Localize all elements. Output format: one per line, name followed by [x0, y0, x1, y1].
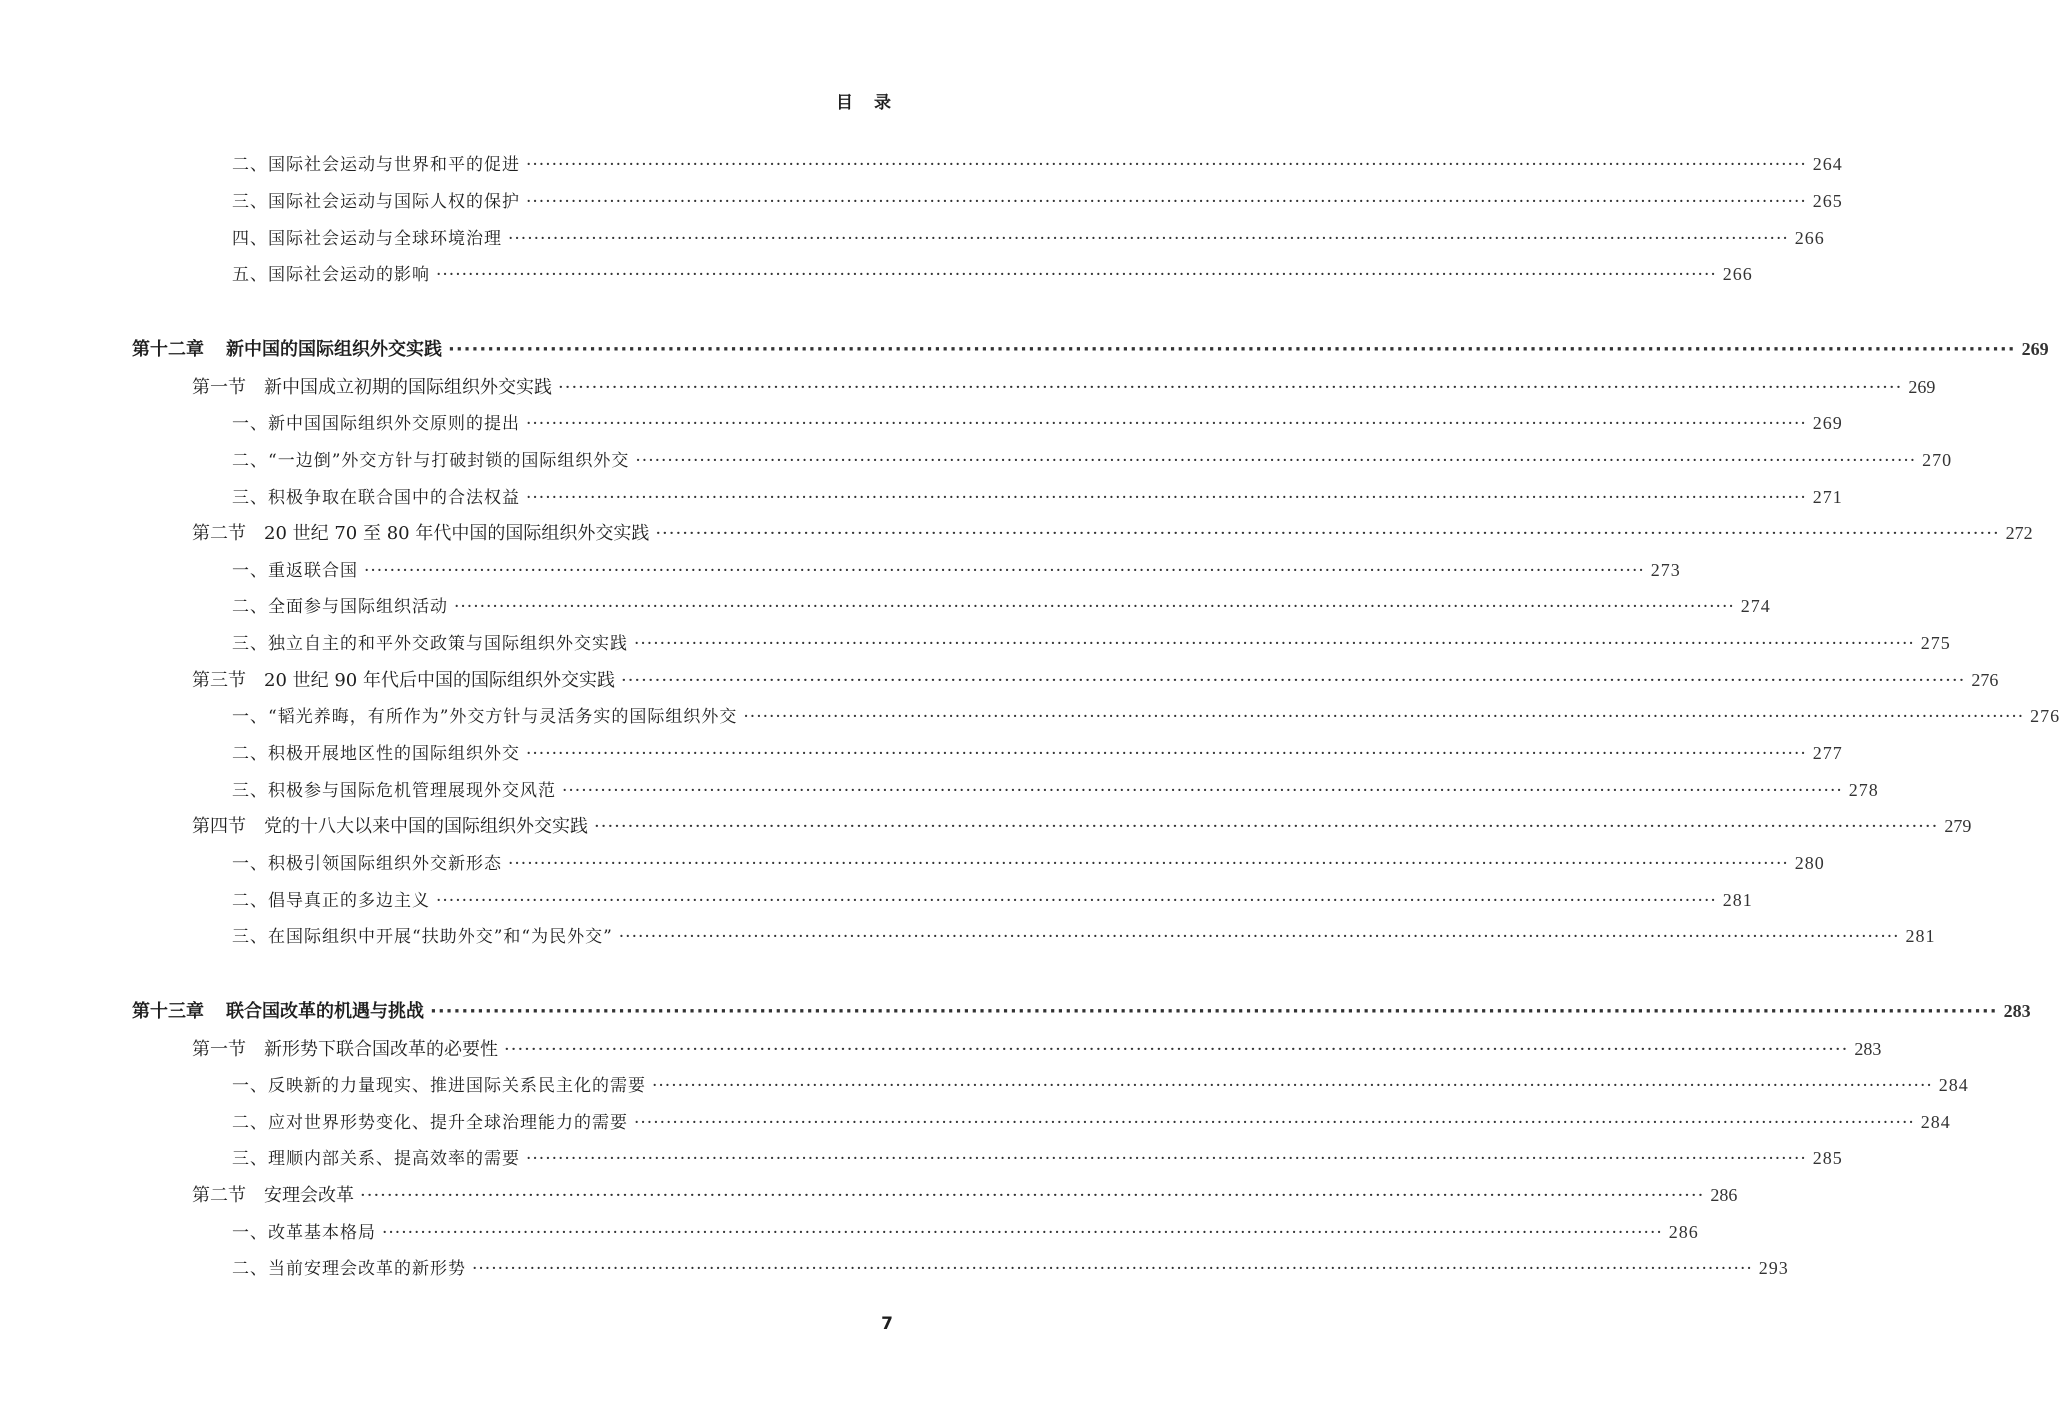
toc-section-row	[192, 811, 1972, 841]
toc-item-row	[232, 1253, 1789, 1283]
toc-entry-page: 272	[2005, 523, 2033, 543]
toc-entry-title	[232, 1071, 646, 1101]
toc-entry-text: 20 世纪 70 至 80 年代中国的国际组织外交实践	[264, 523, 650, 544]
toc-entry-number: 第一节	[192, 377, 246, 398]
toc-leader-dots: ········································································································································································································	[526, 155, 1807, 175]
toc-leader-dots: ········································································································································································································	[454, 597, 1735, 617]
toc-entry-title	[232, 1144, 520, 1174]
toc-leader-dots: ········································································································································································································	[618, 927, 1900, 947]
toc-entry-text: 二、当前安理会改革的新形势	[232, 1259, 466, 1279]
toc-entry-title	[232, 849, 502, 879]
toc-item-row	[232, 149, 1843, 179]
toc-section-row	[192, 518, 2033, 548]
toc-entry-page: 270	[1922, 450, 1953, 470]
toc-entry-page: 266	[1722, 264, 1753, 284]
toc-entry-page: 283	[1854, 1039, 1882, 1059]
toc-entry-number: 第一节	[192, 1039, 246, 1060]
toc-entry-page: 274	[1740, 596, 1771, 616]
toc-entry-page: 276	[1971, 670, 1999, 690]
toc-entry-text: 二、积极开展地区性的国际组织外交	[232, 744, 520, 764]
toc-entry-title	[232, 702, 737, 732]
toc-item-row	[232, 1217, 1699, 1247]
toc-entry-page: 281	[1905, 926, 1936, 946]
toc-leader-dots: ········································································································································································································	[526, 414, 1807, 434]
toc-entry-number: 第二节	[192, 523, 246, 544]
toc-leader-dots: ········································································································································································································	[364, 561, 1645, 581]
toc-leader-dots: ········································································································································································································	[430, 1001, 1998, 1022]
toc-item-row	[232, 223, 1825, 253]
toc-chapter-row	[132, 996, 2031, 1026]
toc-leader-dots: ········································································································································································································	[655, 523, 2000, 544]
toc-entry-page: 266	[1794, 228, 1825, 248]
toc-leader-dots: ········································································································································································································	[436, 265, 1717, 285]
toc-entry-number: 第十三章	[132, 1001, 204, 1022]
toc-entry-text: 一、重返联合国	[232, 561, 358, 581]
toc-section-row	[192, 1180, 1738, 1210]
toc-item-row	[232, 848, 1825, 878]
toc-entry-page: 277	[1812, 743, 1843, 763]
toc-entry-text: 三、独立自主的和平外交政策与国际组织外交实践	[232, 634, 628, 654]
toc-leader-dots: ········································································································································································································	[635, 451, 1917, 471]
toc-leader-dots: ········································································································································································································	[594, 816, 1939, 837]
toc-leader-dots: ········································································································································································································	[360, 1185, 1705, 1206]
toc-entry-text: 安理会改革	[264, 1185, 354, 1206]
toc-entry-number: 第十二章	[132, 339, 204, 360]
toc-section-row	[192, 372, 1936, 402]
toc-entry-page: 280	[1794, 853, 1825, 873]
toc-entry-page: 285	[1812, 1148, 1843, 1168]
toc-entry-page: 269	[2021, 339, 2049, 359]
toc-entry-page: 278	[1848, 780, 1879, 800]
toc-entry-title	[232, 886, 430, 916]
toc-entry-title	[192, 373, 552, 403]
toc-entry-text: 一、“韬光养晦，有所作为”外交方针与灵活务实的国际组织外交	[232, 707, 738, 727]
toc-entry-text: 20 世纪 90 年代后中国的国际组织外交实践	[264, 670, 615, 691]
toc-item-row	[232, 259, 1753, 289]
toc-entry-text: 五、国际社会运动的影响	[232, 265, 430, 285]
toc-item-row	[232, 445, 1953, 475]
toc-entry-number: 第四节	[192, 816, 246, 837]
toc-leader-dots: ········································································································································································································	[436, 891, 1717, 911]
toc-entry-title	[232, 922, 613, 952]
toc-entry-text: 三、理顺内部关系、提高效率的需要	[232, 1149, 520, 1169]
toc-leader-dots: ········································································································································································································	[526, 192, 1807, 212]
toc-entry-title	[132, 997, 424, 1027]
toc-entry-text: 新中国成立初期的国际组织外交实践	[264, 377, 552, 398]
toc-leader-dots: ········································································································································································································	[526, 744, 1807, 764]
toc-item-row	[232, 1143, 1843, 1173]
toc-entry-page: 286	[1668, 1222, 1699, 1242]
toc-entry-page: 269	[1812, 413, 1843, 433]
toc-entry-text: 联合国改革的机遇与挑战	[226, 1001, 424, 1022]
toc-item-row	[232, 738, 1843, 768]
toc-entry-title	[132, 335, 442, 365]
toc-leader-dots: ········································································································································································································	[504, 1039, 1849, 1060]
toc-entry-text: 一、积极引领国际组织外交新形态	[232, 854, 502, 874]
toc-entry-text: 三、国际社会运动与国际人权的保护	[232, 192, 520, 212]
toc-item-row	[232, 186, 1843, 216]
toc-entry-title	[232, 187, 520, 217]
toc-entry-title	[192, 519, 649, 549]
toc-entry-text: 一、反映新的力量现实、推进国际关系民主化的需要	[232, 1076, 646, 1096]
toc-entry-title	[232, 1108, 628, 1138]
toc-item-row	[232, 885, 1753, 915]
toc-entry-text: 二、倡导真正的多边主义	[232, 891, 430, 911]
toc-leader-dots: ········································································································································································································	[652, 1076, 1933, 1096]
toc-entry-text: 二、国际社会运动与世界和平的促进	[232, 155, 520, 175]
toc-entry-title	[232, 776, 556, 806]
toc-entry-page: 286	[1710, 1185, 1738, 1205]
toc-entry-text: 二、“一边倒”外交方针与打破封锁的国际组织外交	[232, 451, 630, 471]
toc-item-row	[232, 408, 1843, 438]
toc-chapter-row	[132, 334, 2049, 364]
toc-entry-page: 273	[1650, 560, 1681, 580]
toc-item-row	[232, 775, 1879, 805]
toc-leader-dots: ········································································································································································································	[508, 229, 1789, 249]
toc-entry-title	[232, 409, 520, 439]
toc-entry-page: 284	[1938, 1075, 1969, 1095]
toc-item-row	[232, 1107, 1951, 1137]
toc-leader-dots: ········································································································································································································	[634, 1113, 1915, 1133]
toc-entry-text: 三、积极争取在联合国中的合法权益	[232, 488, 520, 508]
toc-entry-title	[232, 629, 628, 659]
toc-entry-page: 275	[1920, 633, 1951, 653]
toc-entry-page: 284	[1920, 1112, 1951, 1132]
toc-item-row	[232, 921, 1936, 951]
toc-item-row	[232, 591, 1771, 621]
toc-leader-dots: ········································································································································································································	[472, 1259, 1753, 1279]
toc-entry-page: 271	[1812, 487, 1843, 507]
toc-entry-title	[232, 1254, 466, 1284]
toc-leader-dots: ········································································································································································································	[743, 707, 2025, 727]
toc-entry-title	[232, 1218, 376, 1248]
toc-entry-page: 283	[2003, 1001, 2031, 1021]
toc-entry-page: 293	[1758, 1258, 1789, 1278]
toc-entry-page: 269	[1908, 377, 1936, 397]
toc-entry-text: 三、在国际组织中开展“扶助外交”和“为民外交”	[232, 927, 613, 947]
toc-entry-title	[232, 224, 502, 254]
toc-entry-title	[192, 1035, 498, 1065]
toc-entry-number: 第三节	[192, 670, 246, 691]
toc-entry-text: 党的十八大以来中国的国际组织外交实践	[264, 816, 588, 837]
page-header-title: 目 录	[836, 93, 893, 113]
toc-entry-title	[192, 1181, 354, 1211]
toc-item-row	[232, 482, 1843, 512]
page-number: 7	[881, 1314, 893, 1334]
toc-entry-title	[232, 483, 520, 513]
toc-entry-title	[192, 812, 588, 842]
toc-item-row	[232, 628, 1951, 658]
toc-entry-title	[232, 739, 520, 769]
toc-leader-dots: ········································································································································································································	[634, 634, 1915, 654]
toc-leader-dots: ········································································································································································································	[562, 781, 1843, 801]
toc-entry-title	[232, 260, 430, 290]
toc-entry-text: 二、应对世界形势变化、提升全球治理能力的需要	[232, 1113, 628, 1133]
toc-entry-text: 二、全面参与国际组织活动	[232, 597, 448, 617]
toc-leader-dots: ········································································································································································································	[508, 854, 1789, 874]
toc-entry-title	[232, 556, 358, 586]
toc-leader-dots: ········································································································································································································	[558, 377, 1903, 398]
toc-entry-title	[232, 150, 520, 180]
toc-item-row	[232, 701, 2060, 731]
toc-leader-dots: ········································································································································································································	[382, 1223, 1663, 1243]
toc-section-row	[192, 665, 1999, 695]
toc-section-row	[192, 1034, 1882, 1064]
toc-entry-text: 四、国际社会运动与全球环境治理	[232, 229, 502, 249]
toc-entry-title	[192, 666, 615, 696]
toc-entry-page: 264	[1812, 154, 1843, 174]
toc-item-row	[232, 555, 1681, 585]
toc-entry-page: 276	[2030, 706, 2060, 726]
toc-entry-page: 265	[1812, 191, 1843, 211]
toc-entry-text: 新中国的国际组织外交实践	[226, 339, 442, 360]
toc-leader-dots: ········································································································································································································	[526, 1149, 1807, 1169]
toc-entry-page: 281	[1722, 890, 1753, 910]
toc-leader-dots: ········································································································································································································	[448, 339, 2016, 360]
toc-entry-text: 三、积极参与国际危机管理展现外交风范	[232, 781, 556, 801]
toc-entry-title	[232, 446, 629, 476]
toc-entry-text: 一、改革基本格局	[232, 1223, 376, 1243]
toc-entry-number: 第二节	[192, 1185, 246, 1206]
toc-entry-page: 279	[1944, 816, 1972, 836]
toc-leader-dots: ········································································································································································································	[620, 670, 1966, 691]
toc-item-row	[232, 1070, 1969, 1100]
toc-entry-text: 新形势下联合国改革的必要性	[264, 1039, 498, 1060]
toc-entry-title	[232, 592, 448, 622]
toc-entry-text: 一、新中国国际组织外交原则的提出	[232, 414, 520, 434]
toc-leader-dots: ········································································································································································································	[526, 488, 1807, 508]
